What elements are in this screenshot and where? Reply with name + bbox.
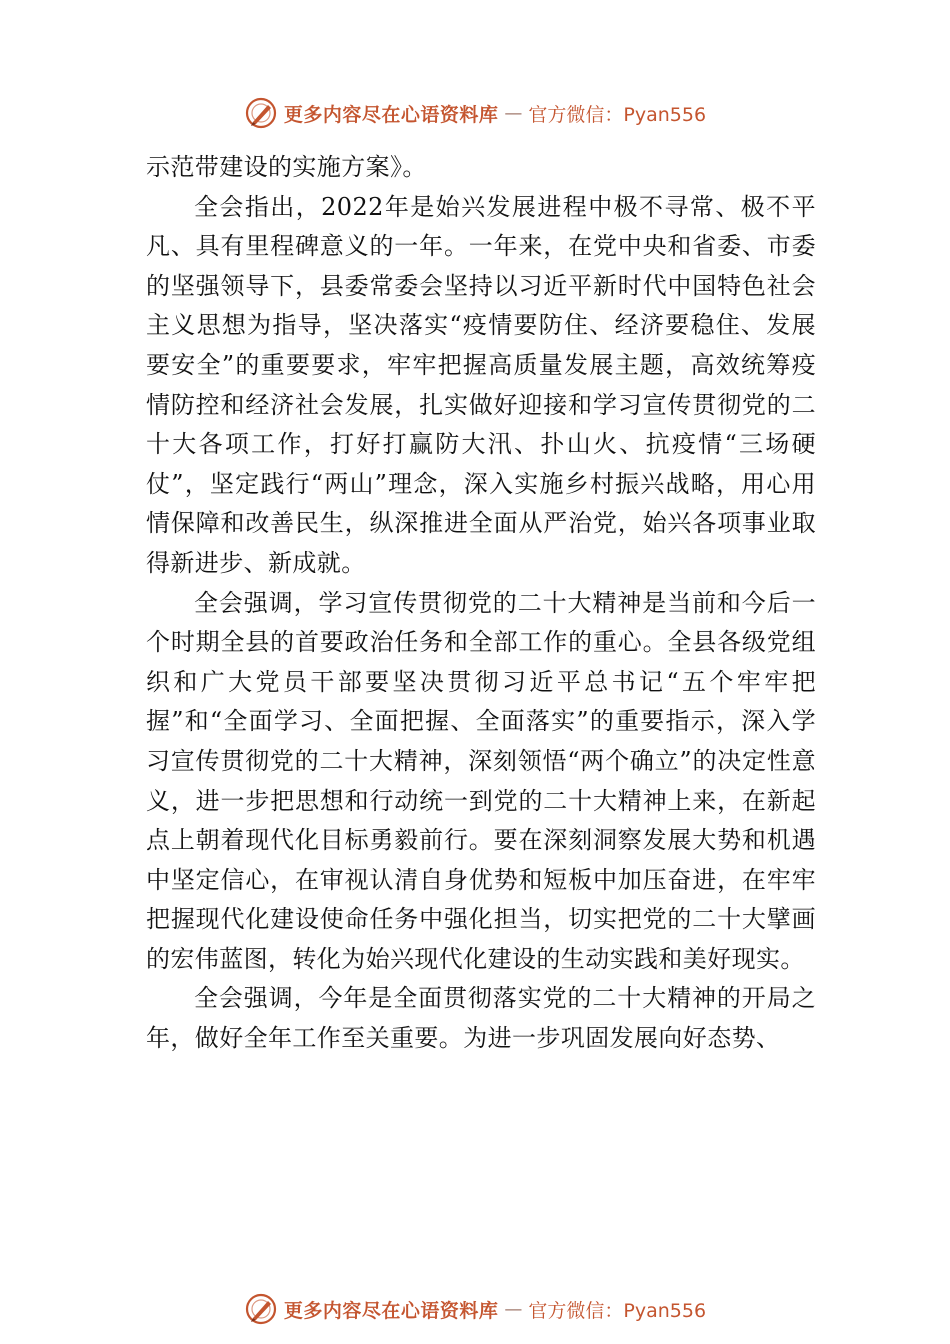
- paragraph-2: 全会指出，2022年是始兴发展进程中极不寻常、极不平凡、具有里程碑意义的一年。一年来，在党中央和省委、市委的坚强领导下，县委常委会坚持以习近平新时代中国特色社会主义思想为指导，坚决落实“疫情要防住、经济要稳住、发展要安全”的重要要求，牢牢把握高质量发展主题，高效统筹疫情防控和经济社会发展，扎实做好迎接和学习宣传贯彻党的二十大各项工作，打好打赢防大汛、扑山火、抗疫情“三场硬仗”，坚定践行“两山”理念，深入实施乡村振兴战略，用心用情保障和改善民生，纵深推进全面从严治党，始兴各项事业取得新进步、新成就。: [146, 192, 816, 577]
- pen-seal-icon: [244, 1292, 278, 1326]
- header-watermark: [0, 96, 950, 130]
- paragraph-4: 全会强调，今年是全面贯彻落实党的二十大精神的开局之年，做好全年工作至关重要。为进一步巩固发展向好态势、: [146, 984, 816, 1053]
- paragraph-1: 示范带建设的实施方案》。: [146, 153, 427, 181]
- watermark-account: 官方微信：Pyan556: [528, 1299, 707, 1322]
- watermark-title: 更多内容尽在心语资料库: [283, 1299, 499, 1322]
- watermark-separator: —: [504, 102, 523, 124]
- footer-watermark: [0, 1292, 950, 1326]
- watermark-title: 更多内容尽在心语资料库: [283, 103, 499, 126]
- paragraph-3: 全会强调，学习宣传贯彻党的二十大精神是当前和今后一个时期全县的首要政治任务和全部工作的重心。全县各级党组织和广大党员干部要坚决贯彻习近平总书记“五个牢牢把握”和“全面学习、全面把握、全面落实”的重要指示，深入学习宣传贯彻党的二十大精神，深刻领悟“两个确立”的决定性意义，进一步把思想和行动统一到党的二十大精神上来，在新起点上朝着现代化目标勇毅前行。要在深刻洞察发展大势和机遇中坚定信心，在审视认清自身优势和短板中加压奋进，在牢牢把握现代化建设使命任务中强化担当，切实把党的二十大擘画的宏伟蓝图，转化为始兴现代化建设的生动实践和美好现实。: [146, 588, 816, 973]
- watermark-separator: —: [504, 1298, 523, 1320]
- document-body: [146, 148, 816, 1059]
- pen-seal-icon: [244, 96, 278, 130]
- watermark-account: 官方微信：Pyan556: [528, 103, 707, 126]
